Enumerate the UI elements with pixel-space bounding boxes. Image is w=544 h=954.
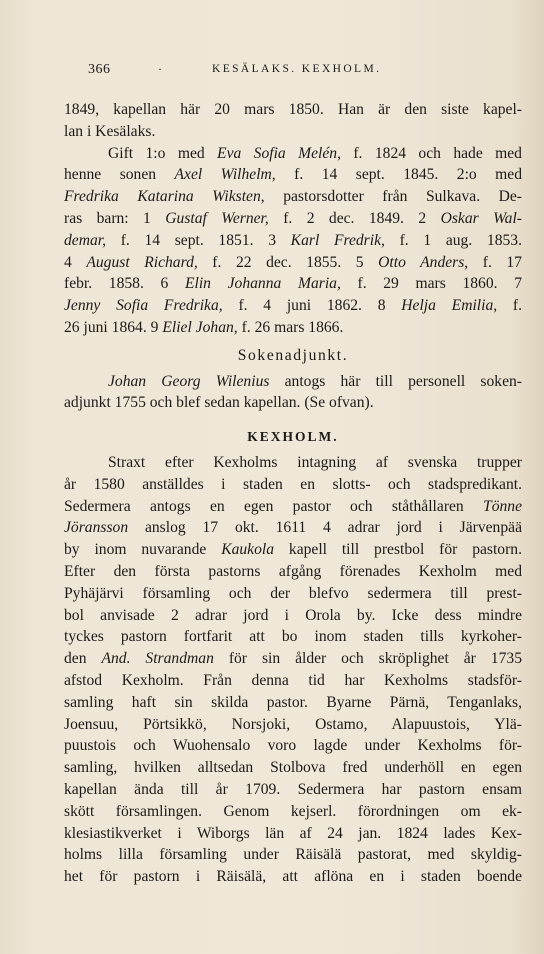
text-segment: 4	[64, 253, 87, 271]
text-line	[64, 392, 522, 414]
text-segment: kapell till prestbol för pastorn.	[274, 541, 522, 559]
text-line	[64, 605, 522, 627]
text-segment: anslog 17 okt. 1611 4 adrar jord i Järvenpää	[128, 519, 522, 537]
text-segment: febr. 1858. 6	[64, 275, 185, 293]
page-number: 366	[88, 62, 111, 77]
italic-name: Elin Johanna Maria,	[184, 275, 341, 293]
text-segment: f. 4 juni 1862. 8	[222, 297, 402, 315]
text-line	[64, 779, 522, 801]
text-line	[64, 561, 522, 583]
text-segment: puustois och Wuohensalo voro lagde under Kexholms för-	[64, 737, 522, 755]
text-line	[64, 866, 522, 888]
italic-name: Eliel Johan,	[162, 318, 238, 336]
text-line	[64, 164, 522, 186]
text-segment: tyckes pastorn fortfarit att bo inom staden tills kyrkoher-	[64, 628, 522, 646]
page-header	[88, 62, 478, 84]
italic-name: August Richard,	[86, 253, 198, 271]
text-segment: adjunkt 1755 och blef sedan kapellan. (Se ofvan).	[64, 394, 374, 412]
text-line	[64, 295, 522, 317]
text-segment: Efter den första pastorns afgång förenades Kexholm med	[64, 562, 522, 580]
italic-name: Fredrika Katarina Wiksten,	[64, 188, 265, 206]
text-line	[64, 230, 522, 252]
text-line	[64, 844, 522, 866]
running-head: KESÄLAKS. KEXHOLM.	[212, 63, 382, 75]
italic-name: Tönne	[483, 497, 522, 515]
text-segment: Joensuu, Pörtsikkö, Norsjoki, Ostamo, Alapuustois, Ylä-	[64, 715, 522, 733]
text-segment: den	[64, 650, 102, 668]
text-segment: f. 2 dec. 1849. 2	[268, 209, 441, 227]
text-segment: samling, hvilken alltsedan Stolbova fred underhöll en egen	[64, 759, 522, 777]
italic-name: Johan Georg Wilenius	[108, 372, 270, 390]
text-segment: f. 26 mars 1866.	[237, 318, 344, 336]
kesalaks-chaplain-paragraphs	[64, 99, 522, 339]
text-line	[64, 801, 522, 823]
text-segment: het för pastorn i Räisälä, att aflöna en i staden boende	[64, 868, 522, 886]
italic-name: Jöransson	[64, 519, 129, 537]
text-segment: holms lilla församling under Räisälä pastorat, med skyldig-	[64, 846, 522, 864]
text-line	[64, 823, 522, 845]
text-segment: 1849, kapellan här 20 mars 1850. Han är den siste kapel-	[64, 101, 522, 118]
text-line	[64, 757, 522, 779]
header-separator: ·	[158, 62, 162, 76]
text-segment: ras barn: 1	[64, 209, 166, 227]
text-segment: antogs här till personell soken-	[269, 372, 522, 390]
text-segment: f. 1 aug. 1853.	[384, 231, 523, 249]
italic-name: Oskar Wal-	[440, 209, 522, 227]
text-segment: f. 1824 och hade med	[340, 144, 522, 162]
italic-name: Axel Wilhelm,	[174, 166, 276, 184]
text-segment: f. 29 mars 1860. 7	[340, 275, 522, 293]
text-segment: skött församlingen. Genom kejserl. förordningen om ek-	[64, 802, 522, 820]
italic-name: Kaukola	[221, 541, 275, 559]
italic-name: Otto Anders,	[378, 253, 469, 271]
text-line	[64, 714, 522, 736]
text-segment: f. 14 sept. 1845. 2:o med	[275, 166, 522, 184]
text-line	[64, 317, 522, 339]
text-line	[64, 735, 522, 757]
text-segment: Gift 1:o med	[108, 144, 218, 162]
text-line	[64, 517, 522, 539]
text-line	[64, 186, 522, 208]
italic-name: Karl Fredrik,	[290, 231, 385, 249]
text-line	[64, 208, 522, 230]
text-line	[64, 371, 522, 393]
text-line	[64, 474, 522, 496]
sokenadjunkt-paragraph	[64, 371, 522, 415]
text-line	[64, 99, 522, 121]
section-title-sokenadjunkt: Sokenadjunkt.	[237, 346, 349, 364]
text-segment: f. 22 dec. 1855. 5	[197, 253, 379, 271]
italic-name: Gustaf Werner,	[165, 209, 269, 227]
text-line	[64, 539, 522, 561]
text-line	[64, 648, 522, 670]
italic-name: And. Strandman	[101, 650, 214, 668]
text-segment: klesiastikverket i Wiborgs län af 24 jan. 1824 lades Kex-	[64, 824, 522, 842]
text-segment: 26 juni 1864. 9	[64, 318, 163, 336]
text-segment: för sin ålder och skröplighet år 1735	[213, 650, 522, 668]
text-segment: Sedermera antogs en egen pastor och ståthållaren	[64, 497, 484, 515]
text-segment: f. 14 sept. 1851. 3	[106, 231, 291, 249]
text-segment: Straxt efter Kexholms intagning af svenska trupper	[108, 453, 522, 471]
page-body	[64, 99, 522, 888]
text-line	[64, 143, 522, 165]
text-line	[64, 121, 522, 143]
text-line	[64, 452, 522, 474]
text-line	[64, 273, 522, 295]
text-segment: f. 17	[468, 253, 522, 271]
text-line	[64, 670, 522, 692]
kexholm-paragraph	[64, 452, 522, 888]
italic-name: demar,	[64, 231, 107, 249]
text-segment: henne sonen	[64, 166, 175, 184]
italic-name: Eva Sofia Melén,	[217, 144, 341, 162]
text-segment: afstod Kexholm. Från denna tid har Kexholms stadsför-	[64, 671, 522, 689]
text-line	[64, 583, 522, 605]
text-segment: kapellan ända till år 1709. Sedermera har pastorn ensam	[64, 780, 522, 798]
text-segment: pastorsdotter från Sulkava. De-	[264, 188, 523, 206]
text-segment: f.	[497, 297, 523, 315]
section-title-kexholm: KEXHOLM.	[247, 429, 339, 445]
text-line	[64, 626, 522, 648]
text-line	[64, 692, 522, 714]
text-segment: Pyhäjärvi församling och der blefvo sedermera till prest-	[64, 584, 522, 602]
italic-name: Helja Emilia,	[401, 297, 498, 315]
text-segment: år 1580 anställdes i staden en slotts- och stadspredikant.	[64, 475, 522, 493]
text-line	[64, 252, 522, 274]
text-segment: samling haft sin skilda pastor. Byarne Pärnä, Tenganlaks,	[64, 693, 522, 711]
text-segment: by inom nuvarande	[64, 541, 222, 559]
italic-name: Jenny Sofia Fredrika,	[64, 297, 223, 315]
text-segment: bol anvisade 2 adrar jord i Orola by. Icke dess mindre	[64, 606, 522, 624]
text-segment: lan i Kesälaks.	[64, 122, 156, 140]
text-line	[64, 496, 522, 518]
